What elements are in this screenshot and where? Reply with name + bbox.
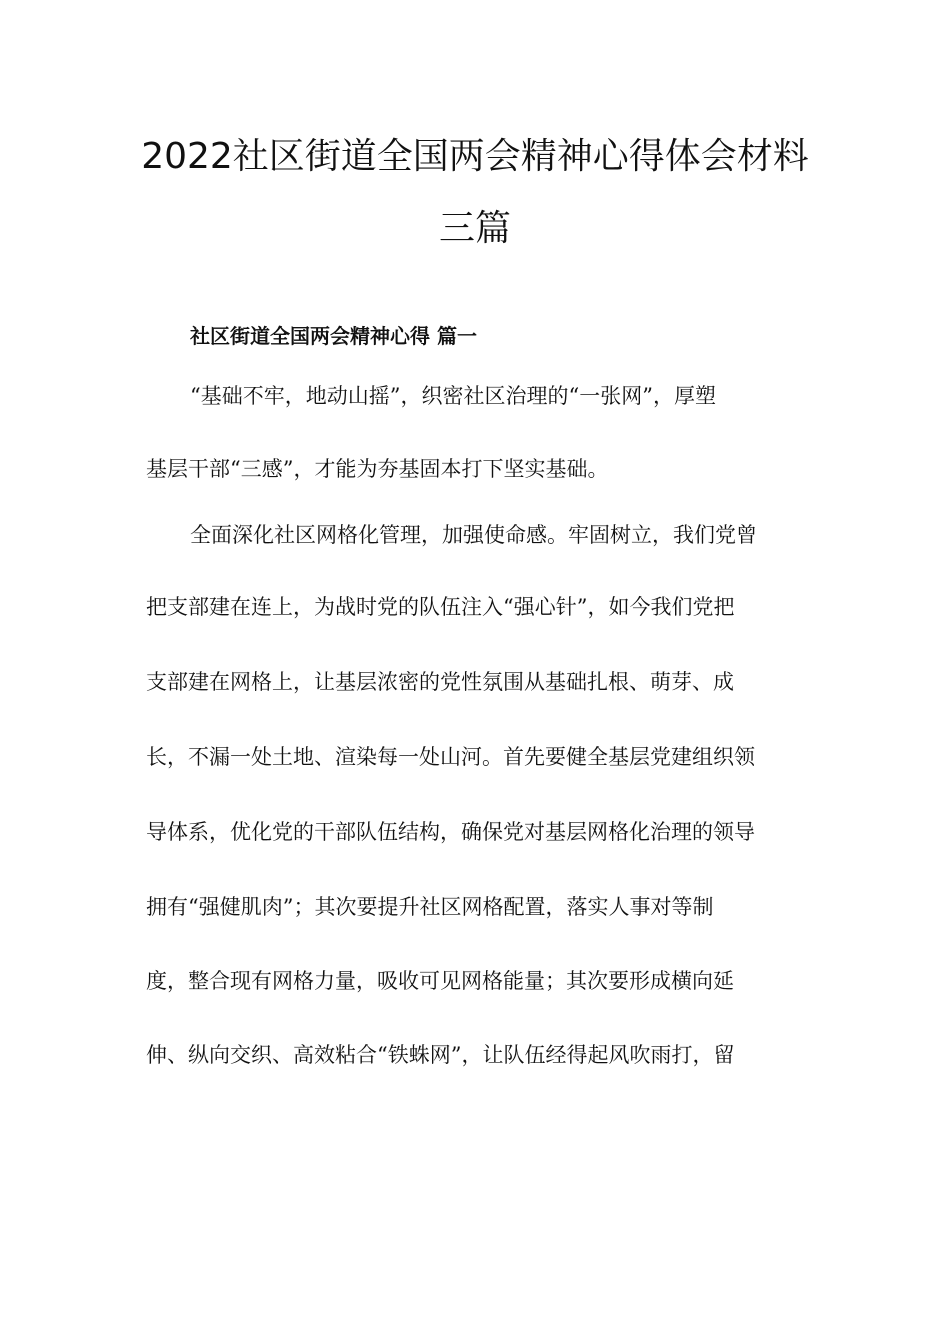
paragraph-2-line-6: 拥有“强健肌肉”；其次要提升社区网格配置，落实人事对等制 (146, 895, 714, 919)
paragraph-2-line-1: 全面深化社区网格化管理，加强使命感。牢固树立，我们党曾 (190, 523, 757, 547)
paragraph-2-line-3: 支部建在网格上，让基层浓密的党性氛围从基础扎根、萌芽、成 (146, 670, 734, 694)
paragraph-1-line-2: 基层干部“三感”，才能为夯基固本打下坚实基础。 (146, 457, 609, 481)
section-heading: 社区街道全国两会精神心得 篇一 (190, 324, 477, 348)
paragraph-2-line-5: 导体系，优化党的干部队伍结构，确保党对基层网格化治理的领导 (146, 820, 755, 844)
document-title-line-1: 2022社区街道全国两会精神心得体会材料 (141, 136, 809, 177)
paragraph-2-line-7: 度，整合现有网格力量，吸收可见网格能量；其次要形成横向延 (146, 969, 734, 993)
paragraph-2-line-8: 伸、纵向交织、高效粘合“铁蛛网”，让队伍经得起风吹雨打，留 (146, 1043, 735, 1067)
document-title-line-2: 三篇 (438, 208, 511, 249)
paragraph-1-line-1: “基础不牢，地动山摇”，织密社区治理的“一张网”，厚塑 (190, 384, 716, 408)
paragraph-2-line-2: 把支部建在连上，为战时党的队伍注入“强心针”，如今我们党把 (146, 595, 735, 619)
paragraph-2-line-4: 长，不漏一处土地、渲染每一处山河。首先要健全基层党建组织领 (146, 745, 755, 769)
